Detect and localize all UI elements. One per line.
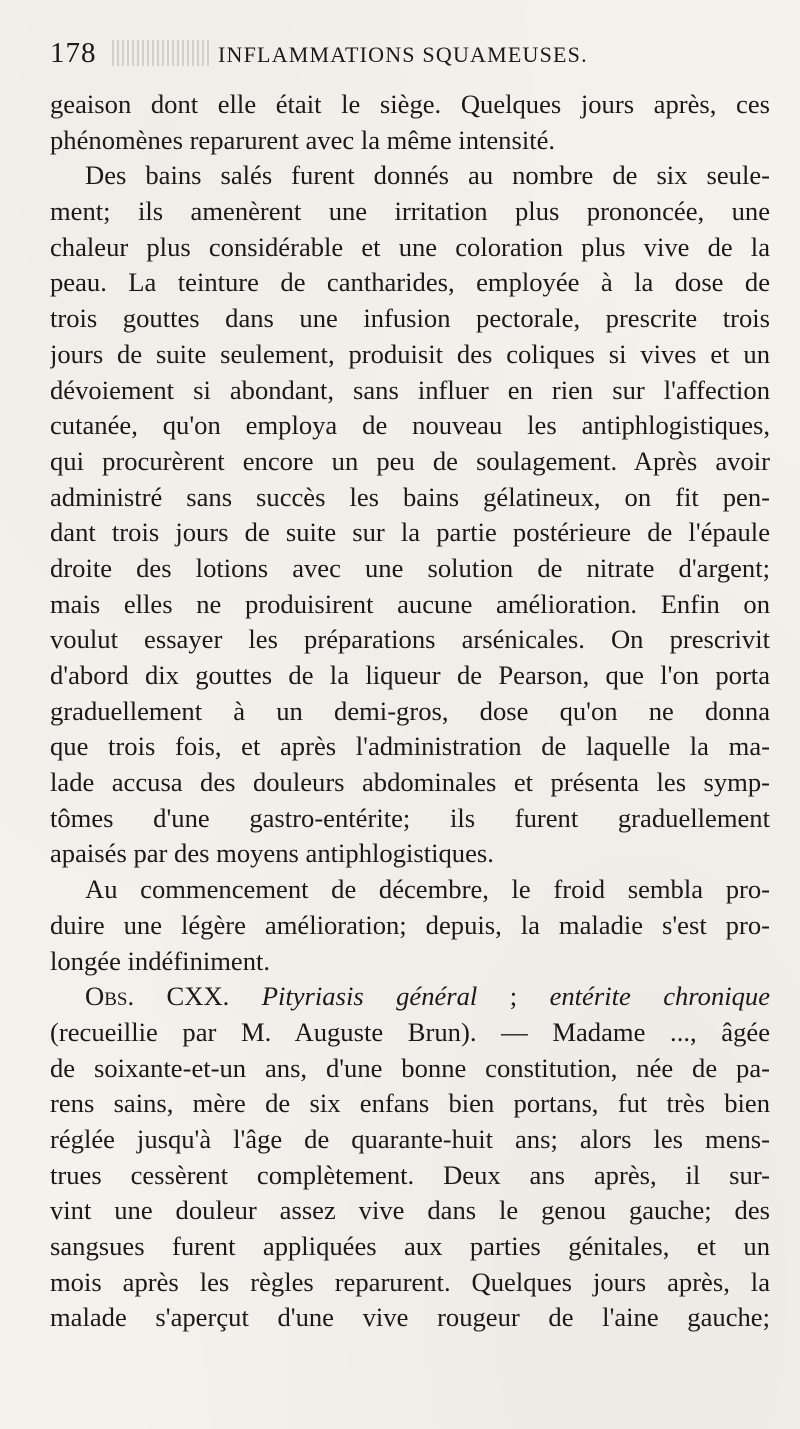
observation-title-2: entérite chronique <box>549 981 770 1012</box>
text-line: dant trois jours de suite sur la partie postérieure de l'épaule <box>50 517 770 548</box>
text-line: trues cessèrent complètement. Deux ans après, il sur- <box>50 1159 770 1190</box>
text-line: malade s'aperçut d'une vive rougeur de l'aine gauche; <box>50 1302 770 1333</box>
text-line: jours de suite seulement, produisit des coliques si vives et un <box>50 338 770 369</box>
page-number: 178 <box>50 37 97 69</box>
text-line: longée indéfiniment. <box>50 945 271 976</box>
text-line: lade accusa des douleurs abdominales et présenta les symp- <box>50 767 770 798</box>
text-line: qui procurèrent encore un peu de soulagement. Après avoir <box>50 445 770 476</box>
text-line: tômes d'une gastro-entérite; ils furent graduellement <box>50 802 770 833</box>
page-header <box>50 36 770 86</box>
text-line: peau. La teinture de cantharides, employée à la dose de <box>50 267 770 298</box>
observation-separator: ; <box>509 981 518 1012</box>
text-line: (recueillie par M. Auguste Brun). — Madame ..., âgée <box>50 1016 770 1047</box>
observation-label: Obs. CXX. <box>85 981 230 1012</box>
text-line: duire une légère amélioration; depuis, la maladie s'est pro- <box>50 909 770 940</box>
text-line: apaisés par des moyens antiphlogistiques. <box>50 838 494 869</box>
text-line: vint une douleur assez vive dans le genou gauche; des <box>50 1195 770 1226</box>
text-line: chaleur plus considérable et une coloration plus vive de la <box>50 231 770 262</box>
text-line: droite des lotions avec une solution de nitrate d'argent; <box>50 552 770 583</box>
text-line: de soixante-et-un ans, d'une bonne constitution, née de pa- <box>50 1052 770 1083</box>
observation-title-1: Pityriasis général <box>261 981 478 1012</box>
text-line: ment; ils amenèrent une irritation plus prononcée, une <box>50 196 770 227</box>
body-text <box>50 87 770 1336</box>
text-line: que trois fois, et après l'administration de laquelle la ma- <box>50 731 770 762</box>
text-line: mais elles ne produisirent aucune amélioration. Enfin on <box>50 588 770 619</box>
text-line: sangsues furent appliquées aux parties génitales, et un <box>50 1231 770 1261</box>
text-line: cutanée, qu'on employa de nouveau les antiphlogistiques, <box>50 410 770 441</box>
text-line: dévoiement si abondant, sans influer en rien sur l'affection <box>50 374 770 405</box>
text-line: voulut essayer les préparations arsénicales. On prescrivit <box>50 624 770 655</box>
text-line: d'abord dix gouttes de la liqueur de Pearson, que l'on porta <box>50 660 770 690</box>
text-line: trois gouttes dans une infusion pectorale, prescrite trois <box>50 303 770 334</box>
text-line: rens sains, mère de six enfans bien portans, fut très bien <box>50 1088 770 1119</box>
text-line: geaison dont elle était le siège. Quelques jours après, ces <box>50 89 770 119</box>
text-line: graduellement à un demi-gros, dose qu'on ne donna <box>50 695 770 726</box>
text-line: réglée jusqu'à l'âge de quarante-huit ans; alors les mens- <box>50 1123 770 1154</box>
text-line: Des bains salés furent donnés au nombre de six seule- <box>85 160 770 191</box>
text-line: mois après les règles reparurent. Quelques jours après, la <box>50 1266 770 1297</box>
header-ornament <box>112 40 212 66</box>
text-line: administré sans succès les bains gélatineux, on fit pen- <box>50 481 770 512</box>
observation-heading <box>50 979 770 1015</box>
running-head: INFLAMMATIONS SQUAMEUSES. <box>218 42 588 67</box>
text-line: phénomènes reparurent avec la même intensité. <box>50 124 556 155</box>
text-line: Au commencement de décembre, le froid sembla pro- <box>85 874 770 905</box>
